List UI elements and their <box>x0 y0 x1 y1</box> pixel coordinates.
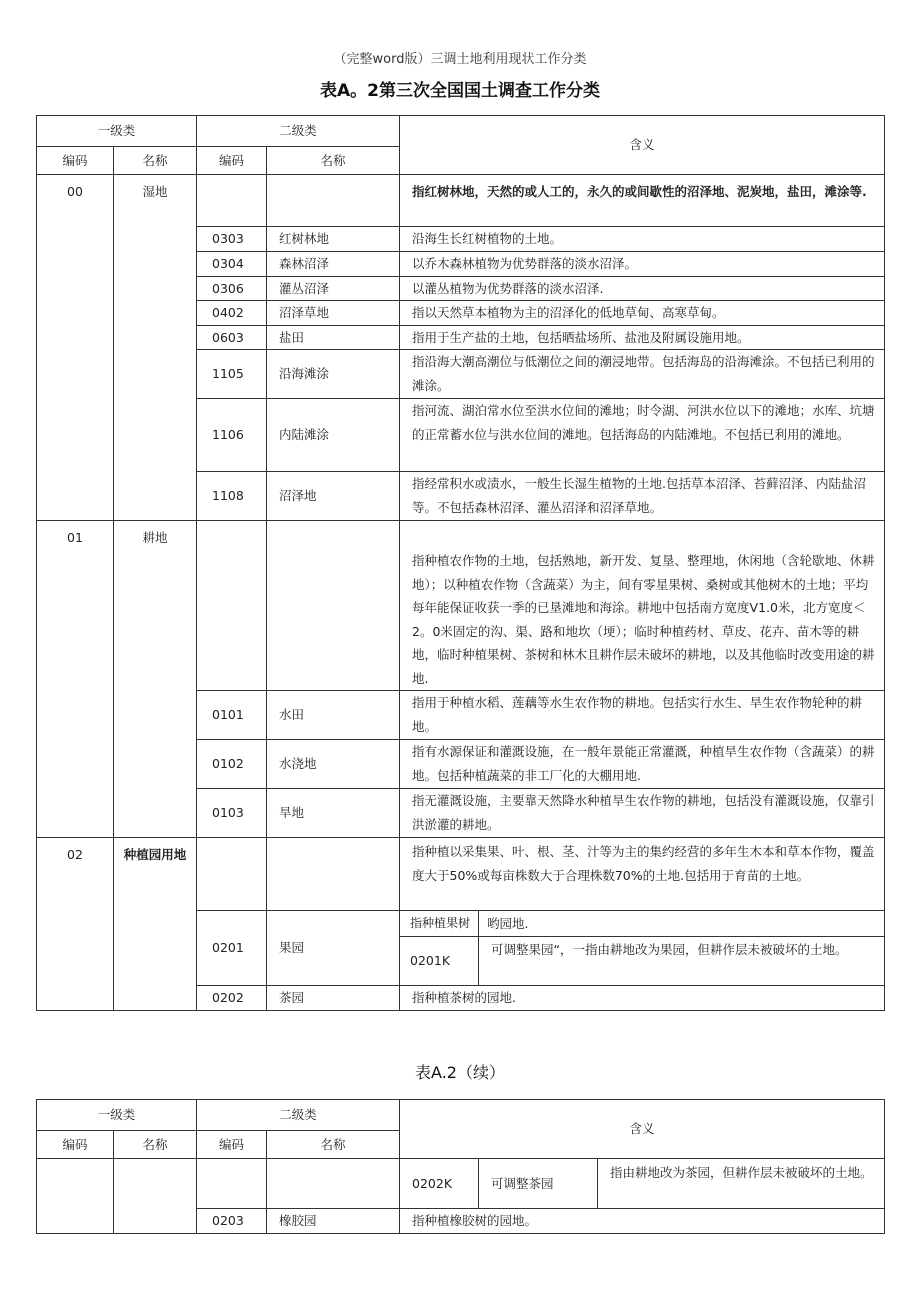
row-code: 1105 <box>197 350 267 399</box>
l1-name-cropland: 耕地 <box>114 521 197 838</box>
row-name: 红树林地 <box>267 227 400 252</box>
document-header: （完整word版）三调土地利用现状工作分类 <box>333 52 587 67</box>
row-name: 内陆滩涂 <box>267 399 400 472</box>
row-code: 0603 <box>197 325 267 350</box>
row-name: 沼泽草地 <box>267 301 400 326</box>
row-name: 旱地 <box>267 789 400 838</box>
row-code: 1106 <box>197 399 267 472</box>
row-code: 0306 <box>197 276 267 301</box>
header-l1-code: 编码 <box>37 147 114 175</box>
header-l2-code: 编码 <box>197 1131 267 1159</box>
row-name: 灌丛沼泽 <box>267 276 400 301</box>
table-title: 表A。2第三次全国国土调查工作分类 <box>320 81 600 101</box>
row-name: 水浇地 <box>267 740 400 789</box>
row-name: 沿海滩涂 <box>267 350 400 399</box>
row-desc: 指种植橡胶树的园地。 <box>400 1209 885 1234</box>
row-desc: 指种植以采集果、叶、根、茎、汁等为主的集约经营的多年生木本和草本作物，覆盖度大于50%或每亩株数大于合理株数70%的土地.包括用于育苗的土地。 <box>400 838 885 911</box>
nested-code: 0202K <box>400 1159 479 1208</box>
row-desc: 指用于种植水稻、莲藕等水生农作物的耕地。包括实行水生、旱生农作物轮种的耕地。 <box>400 691 885 740</box>
row-code: 0103 <box>197 789 267 838</box>
nested-subclass <box>400 911 885 986</box>
row-desc: 指种植茶树的园地. <box>400 986 885 1011</box>
row-name: 果园 <box>267 911 400 986</box>
row-name: 森林沼泽 <box>267 252 400 277</box>
header-l1-name: 名称 <box>114 1131 197 1159</box>
header-level1: 一级类 <box>37 116 197 147</box>
row-name: 盐田 <box>267 325 400 350</box>
nested-name: 可调整茶园 <box>479 1159 598 1208</box>
l1-name-wetland: 湿地 <box>114 175 197 521</box>
l1-code-wetland: 00 <box>37 175 114 521</box>
table-row <box>37 521 885 691</box>
row-code: 0201 <box>197 911 267 986</box>
nested-desc: 可调整果园“，一指由耕地改为果园，但耕作层未被破坏的土地。 <box>491 942 848 957</box>
nested-desc: 哟园地. <box>487 916 529 931</box>
header-meaning: 含义 <box>400 1100 885 1159</box>
row-name: 茶园 <box>267 986 400 1011</box>
row-desc: 指河流、湖泊常水位至洪水位间的滩地；时令湖、河洪水位以下的滩地；水库、坑塘的正常蓄水位与洪水位间的滩地。包括海岛的内陆滩地。不包括已利用的滩地。 <box>400 399 885 472</box>
row-code: 0202 <box>197 986 267 1011</box>
header-l2-name: 名称 <box>267 147 400 175</box>
row-desc: 指用于生产盐的土地，包括晒盐场所、盐池及附属设施用地。 <box>400 325 885 350</box>
row-code: 0304 <box>197 252 267 277</box>
header-l1-name: 名称 <box>114 147 197 175</box>
row-name: 沼泽地 <box>267 472 400 521</box>
row-desc: 指红树林地，天然的或人工的，永久的或间歇性的沼泽地、泥炭地，盐田，滩涂等. <box>400 175 885 227</box>
classification-table-continued <box>36 1099 885 1234</box>
header-l2-code: 编码 <box>197 147 267 175</box>
row-name: 橡胶园 <box>267 1209 400 1234</box>
row-code: 0303 <box>197 227 267 252</box>
l1-code-cropland: 01 <box>37 521 114 838</box>
nested-label: 指种植果树 <box>400 911 479 936</box>
header-level1: 一级类 <box>37 1100 197 1131</box>
row-desc: 以乔木森林植物为优势群落的淡水沼泽。 <box>400 252 885 277</box>
nested-desc: 指由耕地改为茶园，但耕作层未被破坏的土地。 <box>610 1165 873 1180</box>
header-meaning: 含义 <box>400 116 885 175</box>
row-desc: 指以天然草本植物为主的沼泽化的低地草甸、高寒草甸。 <box>400 301 885 326</box>
row-desc: 指经常积水或渍水，一般生长湿生植物的土地.包括草本沼泽、苔藓沼泽、内陆盐沼等。不包括森林沼泽、灌丛沼泽和沼泽草地。 <box>400 472 885 521</box>
row-code: 0203 <box>197 1209 267 1234</box>
header-l1-code: 编码 <box>37 1131 114 1159</box>
row-desc: 沿海生长红树植物的土地。 <box>400 227 885 252</box>
continued-title: 表A.2（续） <box>415 1063 505 1082</box>
row-desc: 指有水源保证和灌溉设施，在一般年景能正常灌溉，种植旱生农作物（含蔬菜）的耕地。包括种植蔬菜的非工厂化的大棚用地. <box>400 740 885 789</box>
header-level2: 二级类 <box>197 1100 400 1131</box>
header-level2: 二级类 <box>197 116 400 147</box>
row-code: 0402 <box>197 301 267 326</box>
row-code: 1108 <box>197 472 267 521</box>
l1-code-plantation: 02 <box>37 838 114 1011</box>
row-desc: 以灌丛植物为优势群落的淡水沼泽. <box>400 276 885 301</box>
row-code: 0101 <box>197 691 267 740</box>
nested-subclass <box>400 1159 885 1209</box>
classification-table <box>36 115 885 1011</box>
row-name: 水田 <box>267 691 400 740</box>
row-desc: 指沿海大潮高潮位与低潮位之间的潮浸地带。包括海岛的沿海滩涂。不包括已利用的滩涂。 <box>400 350 885 399</box>
row-desc: 指种植农作物的土地，包括熟地，新开发、复垦、整理地，休闲地（含轮歇地、休耕地）；以种植农作物（含蔬菜）为主，间有零星果树、桑树或其他树木的土地；平均每年能保证收获一季的已垦滩地和海涂。耕地中包括南方宽度V1.0米，北方宽度＜2。0米固定的沟、渠、路和地坎（埂）；临时种植药材、草皮、花卉、苗木等的耕地，临时种植果树、茶树和林木且耕作层未破坏的耕地，以及其他临时改变用途的耕地. <box>400 521 885 691</box>
nested-code: 0201K <box>400 937 479 985</box>
row-desc: 指无灌溉设施，主要靠天然降水种植旱生农作物的耕地，包括没有灌溉设施，仅靠引洪淤灌的耕地。 <box>400 789 885 838</box>
header-l2-name: 名称 <box>267 1131 400 1159</box>
table-row <box>37 175 885 227</box>
row-code: 0102 <box>197 740 267 789</box>
table-row <box>37 1159 885 1209</box>
table-row <box>37 838 885 911</box>
l1-name-plantation: 种植园用地 <box>114 838 197 1011</box>
